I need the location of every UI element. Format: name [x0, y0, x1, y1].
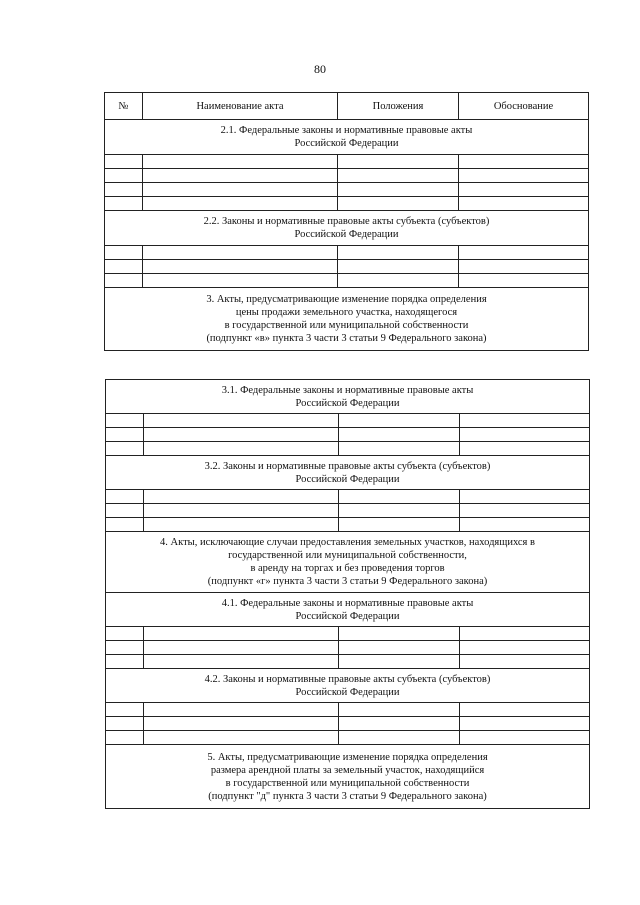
table-cell[interactable] — [460, 703, 590, 717]
table-cell[interactable] — [144, 703, 339, 717]
section-line: Российской Федерации — [295, 686, 400, 698]
section-heading-3 — [105, 288, 589, 351]
table-cell[interactable] — [459, 183, 589, 197]
section-line: Российской Федерации — [294, 229, 399, 240]
section-row-2-2 — [105, 211, 589, 246]
table-cell[interactable] — [143, 274, 338, 288]
table-cell[interactable] — [460, 717, 590, 731]
table-cell[interactable] — [143, 183, 338, 197]
table-cell[interactable] — [460, 641, 590, 655]
table-cell[interactable] — [105, 260, 143, 274]
table-cell[interactable] — [105, 155, 143, 169]
section-line: Российской Федерации — [295, 610, 400, 622]
section-heading-3-1 — [106, 380, 590, 414]
table-cell[interactable] — [460, 442, 590, 456]
table-cell[interactable] — [339, 731, 460, 745]
table-row — [106, 627, 590, 641]
table-row — [105, 246, 589, 260]
table-cell[interactable] — [460, 490, 590, 504]
table-cell[interactable] — [460, 414, 590, 428]
table-cell[interactable] — [106, 717, 144, 731]
table-cell[interactable] — [144, 428, 339, 442]
table-cell[interactable] — [338, 274, 459, 288]
table-cell[interactable] — [460, 428, 590, 442]
table-cell[interactable] — [106, 490, 144, 504]
table-cell[interactable] — [459, 260, 589, 274]
table-cell[interactable] — [460, 518, 590, 532]
page-number: 80 — [314, 62, 326, 76]
section-line: 3.2. Законы и нормативные правовые акты субъекта (субъектов) — [204, 460, 491, 472]
table-cell[interactable] — [339, 490, 460, 504]
section-line: Российской Федерации — [295, 473, 400, 485]
section-heading-3-2 — [106, 456, 590, 490]
table-cell[interactable] — [106, 504, 144, 518]
column-header-number: № — [105, 93, 143, 120]
table-cell[interactable] — [143, 169, 338, 183]
table-cell[interactable] — [143, 260, 338, 274]
table-cell[interactable] — [338, 183, 459, 197]
section-row-4 — [106, 532, 590, 593]
table-cell[interactable] — [144, 504, 339, 518]
table-cell[interactable] — [339, 655, 460, 669]
table-cell[interactable] — [459, 246, 589, 260]
section-line: (подпункт "д" пункта 3 части 3 статьи 9 Федерального закона) — [208, 790, 487, 802]
section-row-4-2 — [106, 669, 590, 703]
table-row — [105, 155, 589, 169]
table-row — [106, 703, 590, 717]
table-cell[interactable] — [459, 155, 589, 169]
table-row — [106, 731, 590, 745]
section-heading-2-2 — [105, 211, 589, 246]
table-cell[interactable] — [339, 717, 460, 731]
section-line: 4. Акты, исключающие случаи предоставления земельных участков, находящихся в — [160, 537, 535, 548]
section-line: 3.1. Федеральные законы и нормативные правовые акты — [221, 384, 474, 396]
section-row-3-1 — [106, 380, 590, 414]
section-line: 5. Акты, предусматривающие изменение порядка определения — [207, 751, 488, 763]
table-cell[interactable] — [143, 246, 338, 260]
section-line: Российской Федерации — [295, 397, 400, 409]
table-cell[interactable] — [338, 169, 459, 183]
table-cell[interactable] — [460, 731, 590, 745]
table-cell[interactable] — [339, 414, 460, 428]
section-row-5 — [106, 745, 590, 809]
acts-table-bottom — [105, 379, 590, 809]
table-cell[interactable] — [106, 414, 144, 428]
table-row — [106, 414, 590, 428]
table-cell[interactable] — [105, 183, 143, 197]
table-row — [106, 504, 590, 518]
section-line: размера арендной платы за земельный участок, находящийся — [210, 764, 485, 776]
section-line: в государственной или муниципальной собственности — [225, 777, 470, 789]
table-cell[interactable] — [144, 414, 339, 428]
table-cell[interactable] — [338, 155, 459, 169]
table-cell[interactable] — [106, 518, 144, 532]
table-cell[interactable] — [460, 655, 590, 669]
table-row — [105, 169, 589, 183]
table-cell[interactable] — [106, 641, 144, 655]
table-cell[interactable] — [143, 155, 338, 169]
table-cell[interactable] — [339, 703, 460, 717]
section-heading-4-1 — [106, 593, 590, 627]
section-line: в государственной или муниципальной собственности — [224, 320, 469, 331]
section-heading-2-1 — [105, 120, 589, 155]
table-cell[interactable] — [144, 731, 339, 745]
section-line: в аренду на торгах и без проведения торгов — [250, 563, 445, 574]
table-cell[interactable] — [339, 504, 460, 518]
section-line: 2.1. Федеральные законы и нормативные правовые акты — [220, 125, 473, 136]
section-row-2-1 — [105, 120, 589, 155]
table-cell[interactable] — [144, 490, 339, 504]
section-line: государственной или муниципальной собственности, — [228, 550, 467, 561]
table-cell[interactable] — [144, 655, 339, 669]
section-heading-5 — [106, 745, 590, 809]
table-cell[interactable] — [339, 627, 460, 641]
table-row — [106, 490, 590, 504]
table-cell[interactable] — [459, 169, 589, 183]
table-row — [106, 655, 590, 669]
acts-table-top — [104, 92, 589, 351]
section-line: Российской Федерации — [294, 138, 399, 149]
table-cell[interactable] — [143, 197, 338, 211]
section-line: 2.2. Законы и нормативные правовые акты субъекта (субъектов) — [203, 216, 490, 227]
table-row — [105, 183, 589, 197]
section-row-4-1 — [106, 593, 590, 627]
table-cell[interactable] — [144, 641, 339, 655]
table-cell[interactable] — [338, 197, 459, 211]
table-row — [105, 260, 589, 274]
table-cell[interactable] — [106, 627, 144, 641]
column-header-act-name: Наименование акта — [143, 93, 338, 120]
table-row — [106, 518, 590, 532]
table-cell[interactable] — [460, 504, 590, 518]
table-cell[interactable] — [106, 703, 144, 717]
table-cell[interactable] — [338, 260, 459, 274]
section-line: 4.1. Федеральные законы и нормативные правовые акты — [221, 597, 474, 609]
section-line: 3. Акты, предусматривающие изменение порядка определения — [206, 294, 487, 305]
table-cell[interactable] — [105, 197, 143, 211]
table-cell[interactable] — [105, 274, 143, 288]
table-row — [105, 274, 589, 288]
table-cell[interactable] — [106, 442, 144, 456]
table-cell[interactable] — [106, 428, 144, 442]
section-heading-4 — [106, 532, 590, 593]
table-cell[interactable] — [338, 246, 459, 260]
table-cell[interactable] — [144, 442, 339, 456]
section-heading-4-2 — [106, 669, 590, 703]
section-row-3-2 — [106, 456, 590, 490]
table-row — [106, 717, 590, 731]
table-cell[interactable] — [459, 197, 589, 211]
section-line: (подпункт «г» пункта 3 части 3 статьи 9 Федерального закона) — [207, 576, 488, 587]
table-cell[interactable] — [459, 274, 589, 288]
table-cell[interactable] — [106, 731, 144, 745]
section-line: цены продажи земельного участка, находящегося — [235, 307, 458, 318]
table-row — [105, 197, 589, 211]
column-header-justification: Обоснование — [459, 93, 589, 120]
table-header-row — [105, 93, 589, 120]
table-cell[interactable] — [144, 518, 339, 532]
column-header-provisions: Положения — [338, 93, 459, 120]
table-cell[interactable] — [106, 655, 144, 669]
table-cell[interactable] — [144, 717, 339, 731]
table-row — [106, 641, 590, 655]
table-cell[interactable] — [339, 442, 460, 456]
table-cell[interactable] — [105, 246, 143, 260]
table-cell[interactable] — [339, 641, 460, 655]
section-line: 4.2. Законы и нормативные правовые акты субъекта (субъектов) — [204, 673, 491, 685]
table-cell[interactable] — [105, 169, 143, 183]
section-row-3 — [105, 288, 589, 351]
table-cell[interactable] — [339, 518, 460, 532]
table-cell[interactable] — [144, 627, 339, 641]
table-row — [106, 428, 590, 442]
section-line: (подпункт «в» пункта 3 части 3 статьи 9 Федерального закона) — [206, 333, 487, 344]
table-cell[interactable] — [460, 627, 590, 641]
table-row — [106, 442, 590, 456]
table-cell[interactable] — [339, 428, 460, 442]
